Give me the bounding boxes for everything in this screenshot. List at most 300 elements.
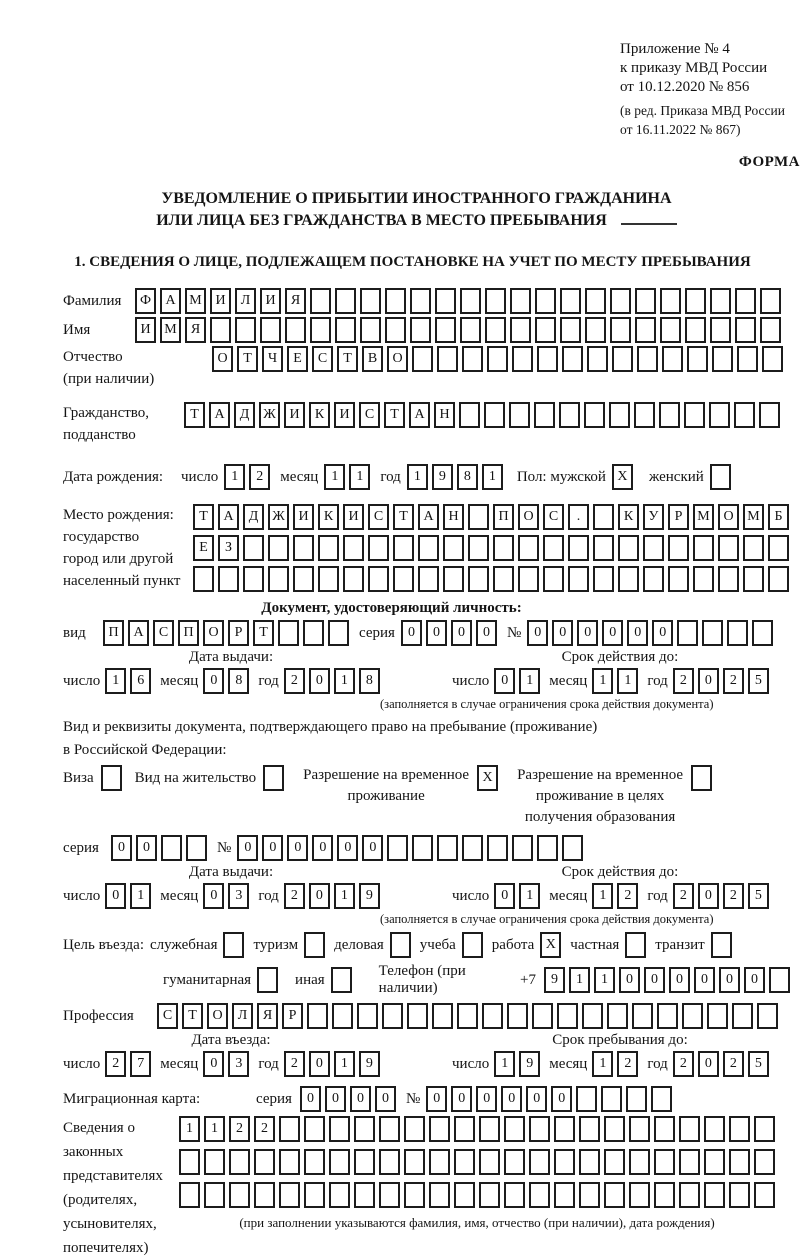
stay-series-cell[interactable]: 0: [111, 835, 132, 861]
surname-cell[interactable]: М: [185, 288, 206, 314]
stay-issue-year-cell[interactable]: 1: [334, 883, 355, 909]
representatives-cell[interactable]: [329, 1149, 350, 1175]
profession-cell[interactable]: [707, 1003, 728, 1029]
entry-day-cell[interactable]: 7: [130, 1051, 151, 1077]
stay-series-cell[interactable]: 0: [136, 835, 157, 861]
citizenship-cell[interactable]: А: [209, 402, 230, 428]
birthplace-cell[interactable]: [593, 504, 614, 530]
firstname-cell[interactable]: [660, 317, 681, 343]
migration-number-cell[interactable]: 0: [426, 1086, 447, 1112]
representatives-cell[interactable]: [479, 1182, 500, 1208]
firstname-cell[interactable]: М: [160, 317, 181, 343]
birthdate-year-cell[interactable]: 8: [457, 464, 478, 490]
birthplace-cell[interactable]: [693, 566, 714, 592]
stay-issue-day-cell[interactable]: 0: [105, 883, 126, 909]
representatives-cell[interactable]: [329, 1182, 350, 1208]
patronymic-cell[interactable]: [587, 346, 608, 372]
doc-kind-cell[interactable]: П: [178, 620, 199, 646]
patronymic-cell[interactable]: [637, 346, 658, 372]
stay-until-year-cell[interactable]: 5: [748, 1051, 769, 1077]
purpose-checkbox[interactable]: [462, 932, 483, 958]
doc-issue-year-cell[interactable]: 1: [334, 668, 355, 694]
purpose-checkbox[interactable]: X: [540, 932, 561, 958]
stay-valid-month-cell[interactable]: 2: [617, 883, 638, 909]
profession-cell[interactable]: Л: [232, 1003, 253, 1029]
birthplace-cell[interactable]: И: [293, 504, 314, 530]
purpose-checkbox[interactable]: [304, 932, 325, 958]
firstname-cell[interactable]: [710, 317, 731, 343]
representatives-cell[interactable]: [254, 1182, 275, 1208]
birthplace-cell[interactable]: [443, 566, 464, 592]
purpose-checkbox[interactable]: [625, 932, 646, 958]
profession-cell[interactable]: [407, 1003, 428, 1029]
migration-number-cell[interactable]: [576, 1086, 597, 1112]
representatives-cell[interactable]: [529, 1182, 550, 1208]
profession-cell[interactable]: [682, 1003, 703, 1029]
representatives-cell[interactable]: [554, 1116, 575, 1142]
representatives-cell[interactable]: [404, 1149, 425, 1175]
firstname-cell[interactable]: [760, 317, 781, 343]
purpose-checkbox[interactable]: [223, 932, 244, 958]
migration-series-cell[interactable]: 0: [325, 1086, 346, 1112]
firstname-cell[interactable]: [435, 317, 456, 343]
stay-until-month-cell[interactable]: 2: [617, 1051, 638, 1077]
birthplace-cell[interactable]: [718, 566, 739, 592]
firstname-cell[interactable]: [360, 317, 381, 343]
migration-series-cell[interactable]: 0: [300, 1086, 321, 1112]
stay-valid-year-cell[interactable]: 0: [698, 883, 719, 909]
profession-cell[interactable]: Т: [182, 1003, 203, 1029]
birthplace-cell[interactable]: [268, 535, 289, 561]
surname-cell[interactable]: [635, 288, 656, 314]
birthplace-cell[interactable]: [618, 566, 639, 592]
doc-valid-year-cell[interactable]: 0: [698, 668, 719, 694]
representatives-cell[interactable]: [754, 1149, 775, 1175]
surname-cell[interactable]: [610, 288, 631, 314]
representatives-cell[interactable]: [329, 1116, 350, 1142]
birthplace-cell[interactable]: [343, 535, 364, 561]
citizenship-cell[interactable]: А: [409, 402, 430, 428]
representatives-cell[interactable]: [579, 1182, 600, 1208]
birthplace-cell[interactable]: [418, 566, 439, 592]
surname-cell[interactable]: [310, 288, 331, 314]
representatives-cell[interactable]: [604, 1149, 625, 1175]
patronymic-cell[interactable]: [762, 346, 783, 372]
stay-number-cell[interactable]: 0: [312, 835, 333, 861]
birthplace-cell[interactable]: С: [543, 504, 564, 530]
doc-issue-day-cell[interactable]: 6: [130, 668, 151, 694]
representatives-cell[interactable]: 1: [204, 1116, 225, 1142]
citizenship-cell[interactable]: Н: [434, 402, 455, 428]
stay-number-cell[interactable]: [512, 835, 533, 861]
entry-day-cell[interactable]: 2: [105, 1051, 126, 1077]
stay-until-month-cell[interactable]: 1: [592, 1051, 613, 1077]
birthplace-cell[interactable]: З: [218, 535, 239, 561]
surname-cell[interactable]: И: [260, 288, 281, 314]
citizenship-cell[interactable]: К: [309, 402, 330, 428]
entry-year-cell[interactable]: 0: [309, 1051, 330, 1077]
stay-number-cell[interactable]: [437, 835, 458, 861]
representatives-cell[interactable]: [679, 1182, 700, 1208]
birthplace-cell[interactable]: К: [618, 504, 639, 530]
patronymic-cell[interactable]: [487, 346, 508, 372]
birthplace-cell[interactable]: К: [318, 504, 339, 530]
firstname-cell[interactable]: [335, 317, 356, 343]
representatives-cell[interactable]: [279, 1149, 300, 1175]
migration-number-cell[interactable]: [626, 1086, 647, 1112]
stay-number-cell[interactable]: [387, 835, 408, 861]
birthplace-cell[interactable]: [593, 535, 614, 561]
sex-female-checkbox[interactable]: [710, 464, 731, 490]
profession-cell[interactable]: [632, 1003, 653, 1029]
edu-residence-checkbox[interactable]: [691, 765, 712, 791]
citizenship-cell[interactable]: [634, 402, 655, 428]
representatives-cell[interactable]: [379, 1116, 400, 1142]
birthplace-cell[interactable]: [393, 535, 414, 561]
firstname-cell[interactable]: [310, 317, 331, 343]
representatives-cell[interactable]: [754, 1182, 775, 1208]
stay-number-cell[interactable]: [462, 835, 483, 861]
stay-number-cell[interactable]: 0: [237, 835, 258, 861]
representatives-cell[interactable]: 2: [254, 1116, 275, 1142]
representatives-cell[interactable]: [554, 1182, 575, 1208]
surname-cell[interactable]: [385, 288, 406, 314]
patronymic-cell[interactable]: Е: [287, 346, 308, 372]
firstname-cell[interactable]: [485, 317, 506, 343]
representatives-cell[interactable]: [629, 1116, 650, 1142]
profession-cell[interactable]: [607, 1003, 628, 1029]
representatives-cell[interactable]: [654, 1182, 675, 1208]
citizenship-cell[interactable]: [584, 402, 605, 428]
doc-number-cell[interactable]: 0: [552, 620, 573, 646]
birthplace-cell[interactable]: [768, 535, 789, 561]
stay-number-cell[interactable]: [412, 835, 433, 861]
doc-issue-month-cell[interactable]: 0: [203, 668, 224, 694]
phone-cell[interactable]: 0: [644, 967, 665, 993]
profession-cell[interactable]: [457, 1003, 478, 1029]
patronymic-cell[interactable]: Ч: [262, 346, 283, 372]
stay-issue-year-cell[interactable]: 0: [309, 883, 330, 909]
entry-year-cell[interactable]: 1: [334, 1051, 355, 1077]
patronymic-cell[interactable]: С: [312, 346, 333, 372]
doc-number-cell[interactable]: 0: [627, 620, 648, 646]
firstname-cell[interactable]: [460, 317, 481, 343]
doc-valid-year-cell[interactable]: 2: [673, 668, 694, 694]
doc-valid-day-cell[interactable]: 1: [519, 668, 540, 694]
birthplace-cell[interactable]: [543, 535, 564, 561]
birthplace-cell[interactable]: [568, 566, 589, 592]
migration-number-cell[interactable]: 0: [476, 1086, 497, 1112]
birthplace-cell[interactable]: [468, 535, 489, 561]
temp-residence-checkbox[interactable]: X: [477, 765, 498, 791]
profession-cell[interactable]: [382, 1003, 403, 1029]
doc-kind-cell[interactable]: Т: [253, 620, 274, 646]
entry-year-cell[interactable]: 9: [359, 1051, 380, 1077]
representatives-cell[interactable]: [704, 1149, 725, 1175]
birthplace-cell[interactable]: [218, 566, 239, 592]
profession-cell[interactable]: [532, 1003, 553, 1029]
birthplace-cell[interactable]: [518, 566, 539, 592]
stay-series-cell[interactable]: [186, 835, 207, 861]
representatives-cell[interactable]: [254, 1149, 275, 1175]
migration-number-cell[interactable]: 0: [526, 1086, 547, 1112]
citizenship-cell[interactable]: [759, 402, 780, 428]
firstname-cell[interactable]: Я: [185, 317, 206, 343]
patronymic-cell[interactable]: [562, 346, 583, 372]
profession-cell[interactable]: [557, 1003, 578, 1029]
birthdate-day-cell[interactable]: 1: [224, 464, 245, 490]
firstname-cell[interactable]: И: [135, 317, 156, 343]
birthplace-cell[interactable]: Р: [668, 504, 689, 530]
representatives-cell[interactable]: 1: [179, 1116, 200, 1142]
profession-cell[interactable]: [357, 1003, 378, 1029]
representatives-cell[interactable]: [404, 1182, 425, 1208]
stay-until-year-cell[interactable]: 2: [723, 1051, 744, 1077]
doc-kind-cell[interactable]: П: [103, 620, 124, 646]
profession-cell[interactable]: [432, 1003, 453, 1029]
birthplace-cell[interactable]: Т: [393, 504, 414, 530]
doc-number-cell[interactable]: [677, 620, 698, 646]
representatives-cell[interactable]: [679, 1149, 700, 1175]
birthplace-cell[interactable]: М: [743, 504, 764, 530]
representatives-cell[interactable]: [604, 1116, 625, 1142]
patronymic-cell[interactable]: [612, 346, 633, 372]
doc-issue-year-cell[interactable]: 0: [309, 668, 330, 694]
birthplace-cell[interactable]: [668, 566, 689, 592]
doc-number-cell[interactable]: 0: [602, 620, 623, 646]
representatives-cell[interactable]: 2: [229, 1116, 250, 1142]
birthplace-cell[interactable]: [293, 535, 314, 561]
stay-valid-month-cell[interactable]: 1: [592, 883, 613, 909]
stay-number-cell[interactable]: [562, 835, 583, 861]
birthplace-cell[interactable]: [718, 535, 739, 561]
representatives-cell[interactable]: [229, 1149, 250, 1175]
purpose-checkbox[interactable]: [711, 932, 732, 958]
surname-cell[interactable]: И: [210, 288, 231, 314]
patronymic-cell[interactable]: [712, 346, 733, 372]
representatives-cell[interactable]: [504, 1116, 525, 1142]
stay-valid-year-cell[interactable]: 2: [723, 883, 744, 909]
stay-number-cell[interactable]: [487, 835, 508, 861]
citizenship-cell[interactable]: [559, 402, 580, 428]
birthdate-month-cell[interactable]: 1: [324, 464, 345, 490]
surname-cell[interactable]: [660, 288, 681, 314]
surname-cell[interactable]: [685, 288, 706, 314]
birthplace-cell[interactable]: [243, 566, 264, 592]
surname-cell[interactable]: [335, 288, 356, 314]
patronymic-cell[interactable]: О: [387, 346, 408, 372]
phone-cell[interactable]: 0: [619, 967, 640, 993]
birthplace-cell[interactable]: [643, 535, 664, 561]
representatives-cell[interactable]: [379, 1149, 400, 1175]
profession-cell[interactable]: Р: [282, 1003, 303, 1029]
birthplace-cell[interactable]: [493, 566, 514, 592]
profession-cell[interactable]: [307, 1003, 328, 1029]
phone-cell[interactable]: 0: [744, 967, 765, 993]
firstname-cell[interactable]: [210, 317, 231, 343]
birthdate-year-cell[interactable]: 9: [432, 464, 453, 490]
stay-number-cell[interactable]: [537, 835, 558, 861]
firstname-cell[interactable]: [610, 317, 631, 343]
birthplace-cell[interactable]: Т: [193, 504, 214, 530]
birthplace-cell[interactable]: М: [693, 504, 714, 530]
birthdate-month-cell[interactable]: 1: [349, 464, 370, 490]
doc-valid-year-cell[interactable]: 5: [748, 668, 769, 694]
migration-number-cell[interactable]: [651, 1086, 672, 1112]
representatives-cell[interactable]: [529, 1149, 550, 1175]
citizenship-cell[interactable]: Т: [184, 402, 205, 428]
doc-series-cell[interactable]: 0: [476, 620, 497, 646]
citizenship-cell[interactable]: [659, 402, 680, 428]
birthplace-cell[interactable]: [268, 566, 289, 592]
profession-cell[interactable]: [482, 1003, 503, 1029]
stay-number-cell[interactable]: 0: [262, 835, 283, 861]
doc-valid-month-cell[interactable]: 1: [617, 668, 638, 694]
representatives-cell[interactable]: [454, 1149, 475, 1175]
firstname-cell[interactable]: [535, 317, 556, 343]
birthplace-cell[interactable]: Н: [443, 504, 464, 530]
doc-kind-cell[interactable]: О: [203, 620, 224, 646]
citizenship-cell[interactable]: [609, 402, 630, 428]
birthplace-cell[interactable]: [443, 535, 464, 561]
citizenship-cell[interactable]: [709, 402, 730, 428]
representatives-cell[interactable]: [629, 1149, 650, 1175]
doc-kind-cell[interactable]: С: [153, 620, 174, 646]
representatives-cell[interactable]: [654, 1116, 675, 1142]
doc-valid-month-cell[interactable]: 1: [592, 668, 613, 694]
profession-cell[interactable]: [657, 1003, 678, 1029]
citizenship-cell[interactable]: И: [284, 402, 305, 428]
surname-cell[interactable]: [485, 288, 506, 314]
representatives-cell[interactable]: [579, 1116, 600, 1142]
birthplace-cell[interactable]: [293, 566, 314, 592]
patronymic-cell[interactable]: О: [212, 346, 233, 372]
doc-number-cell[interactable]: [727, 620, 748, 646]
patronymic-cell[interactable]: [537, 346, 558, 372]
surname-cell[interactable]: Я: [285, 288, 306, 314]
doc-series-cell[interactable]: 0: [401, 620, 422, 646]
phone-cell[interactable]: 0: [719, 967, 740, 993]
stay-valid-year-cell[interactable]: 5: [748, 883, 769, 909]
doc-kind-cell[interactable]: А: [128, 620, 149, 646]
representatives-cell[interactable]: [454, 1182, 475, 1208]
birthplace-cell[interactable]: [693, 535, 714, 561]
birthplace-cell[interactable]: У: [643, 504, 664, 530]
representatives-cell[interactable]: [529, 1116, 550, 1142]
birthplace-cell[interactable]: [468, 566, 489, 592]
birthplace-cell[interactable]: О: [518, 504, 539, 530]
birthplace-cell[interactable]: [543, 566, 564, 592]
citizenship-cell[interactable]: [484, 402, 505, 428]
surname-cell[interactable]: [535, 288, 556, 314]
representatives-cell[interactable]: [279, 1116, 300, 1142]
birthdate-day-cell[interactable]: 2: [249, 464, 270, 490]
birthdate-year-cell[interactable]: 1: [482, 464, 503, 490]
stay-valid-year-cell[interactable]: 2: [673, 883, 694, 909]
representatives-cell[interactable]: [429, 1116, 450, 1142]
birthplace-cell[interactable]: А: [418, 504, 439, 530]
stay-number-cell[interactable]: 0: [362, 835, 383, 861]
doc-valid-day-cell[interactable]: 0: [494, 668, 515, 694]
profession-cell[interactable]: [507, 1003, 528, 1029]
stay-issue-year-cell[interactable]: 9: [359, 883, 380, 909]
profession-cell[interactable]: С: [157, 1003, 178, 1029]
birthplace-cell[interactable]: [668, 535, 689, 561]
representatives-cell[interactable]: [229, 1182, 250, 1208]
citizenship-cell[interactable]: [684, 402, 705, 428]
stay-series-cell[interactable]: [161, 835, 182, 861]
surname-cell[interactable]: [710, 288, 731, 314]
surname-cell[interactable]: Л: [235, 288, 256, 314]
citizenship-cell[interactable]: Ж: [259, 402, 280, 428]
stay-number-cell[interactable]: 0: [287, 835, 308, 861]
stay-number-cell[interactable]: 0: [337, 835, 358, 861]
citizenship-cell[interactable]: [459, 402, 480, 428]
citizenship-cell[interactable]: [509, 402, 530, 428]
representatives-cell[interactable]: [729, 1149, 750, 1175]
patronymic-cell[interactable]: [512, 346, 533, 372]
doc-number-cell[interactable]: 0: [652, 620, 673, 646]
stay-until-day-cell[interactable]: 1: [494, 1051, 515, 1077]
surname-cell[interactable]: [585, 288, 606, 314]
patronymic-cell[interactable]: Т: [237, 346, 258, 372]
representatives-cell[interactable]: [204, 1149, 225, 1175]
representatives-cell[interactable]: [429, 1149, 450, 1175]
firstname-cell[interactable]: [560, 317, 581, 343]
migration-number-cell[interactable]: 0: [501, 1086, 522, 1112]
doc-issue-day-cell[interactable]: 1: [105, 668, 126, 694]
firstname-cell[interactable]: [510, 317, 531, 343]
surname-cell[interactable]: [460, 288, 481, 314]
surname-cell[interactable]: [735, 288, 756, 314]
entry-month-cell[interactable]: 0: [203, 1051, 224, 1077]
representatives-cell[interactable]: [379, 1182, 400, 1208]
surname-cell[interactable]: [760, 288, 781, 314]
firstname-cell[interactable]: [410, 317, 431, 343]
firstname-cell[interactable]: [585, 317, 606, 343]
representatives-cell[interactable]: [304, 1149, 325, 1175]
representatives-cell[interactable]: [504, 1182, 525, 1208]
representatives-cell[interactable]: [304, 1116, 325, 1142]
citizenship-cell[interactable]: [534, 402, 555, 428]
stay-issue-day-cell[interactable]: 1: [130, 883, 151, 909]
representatives-cell[interactable]: [679, 1116, 700, 1142]
surname-cell[interactable]: [510, 288, 531, 314]
representatives-cell[interactable]: [629, 1182, 650, 1208]
birthplace-cell[interactable]: И: [343, 504, 364, 530]
representatives-cell[interactable]: [279, 1182, 300, 1208]
citizenship-cell[interactable]: Т: [384, 402, 405, 428]
doc-series-cell[interactable]: 0: [451, 620, 472, 646]
phone-cell[interactable]: 9: [544, 967, 565, 993]
doc-number-cell[interactable]: 0: [527, 620, 548, 646]
representatives-cell[interactable]: [454, 1116, 475, 1142]
profession-cell[interactable]: Я: [257, 1003, 278, 1029]
citizenship-cell[interactable]: Д: [234, 402, 255, 428]
stay-valid-day-cell[interactable]: 0: [494, 883, 515, 909]
doc-issue-month-cell[interactable]: 8: [228, 668, 249, 694]
doc-issue-year-cell[interactable]: 8: [359, 668, 380, 694]
birthplace-cell[interactable]: А: [218, 504, 239, 530]
profession-cell[interactable]: [332, 1003, 353, 1029]
birthplace-cell[interactable]: С: [368, 504, 389, 530]
birthplace-cell[interactable]: [318, 535, 339, 561]
birthplace-cell[interactable]: [243, 535, 264, 561]
birthplace-cell[interactable]: Д: [243, 504, 264, 530]
migration-number-cell[interactable]: 0: [551, 1086, 572, 1112]
surname-cell[interactable]: [360, 288, 381, 314]
firstname-cell[interactable]: [735, 317, 756, 343]
